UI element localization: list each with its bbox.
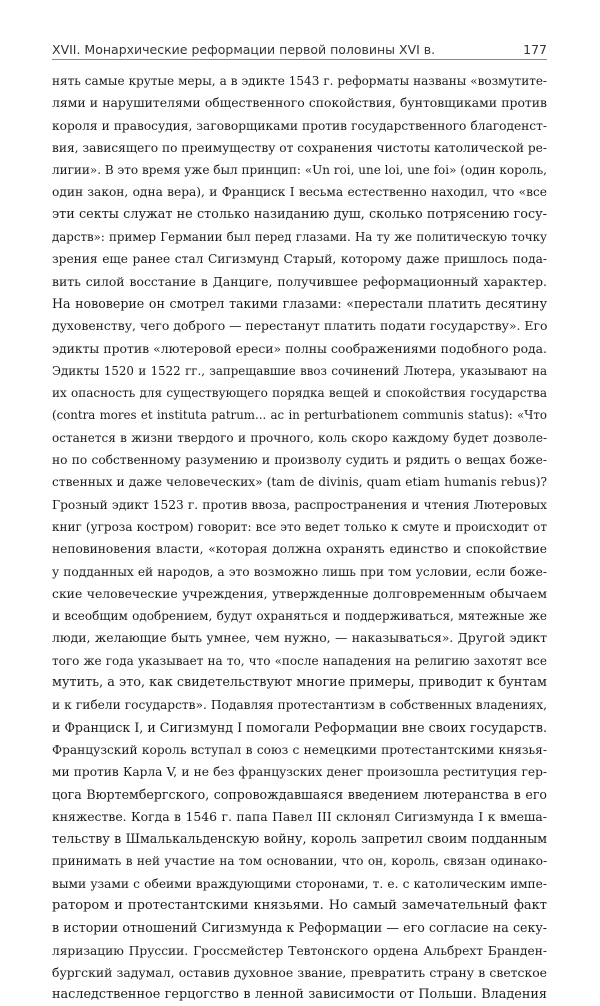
text-line: Эдикты 1520 и 1522 гг., запрещавшие ввоз сочинений Лютера, указывают на bbox=[52, 363, 547, 378]
text-line: (contra mores et instituta patrum... ac in perturbationem communis status): «Что bbox=[52, 408, 547, 423]
text-line: один закон, одна вера), и Франциск I весьма естественно находил, что «все bbox=[52, 185, 547, 200]
text-line: Грозный эдикт 1523 г. против ввоза, распространения и чтения Лютеровых bbox=[52, 497, 547, 512]
chapter-title: XVII. Монархические реформации первой половины XVI в. bbox=[52, 42, 436, 57]
text-line: наследственное герцогство в ленной зависимости от Польши. Владения bbox=[52, 987, 547, 1003]
text-line: и к гибели государств». Подавляя протестантизм в собственных владениях, bbox=[52, 698, 547, 713]
text-line: цога Вюртембергского, сопровождавшаяся введением лютеранства в его bbox=[52, 786, 547, 802]
text-line: Французский король вступал в союз с немецкими протестантскими князья- bbox=[52, 742, 547, 757]
text-line: останется в жизни твердого и прочного, коль скоро каждому будет дозволе- bbox=[52, 430, 547, 445]
text-line: того же года указывает на то, что «после нападения на религию захотят все bbox=[52, 653, 547, 668]
text-line: и всеобщим одобрением, будут охраняться и поддерживаться, мятежные же bbox=[52, 609, 547, 624]
text-line: в истории отношений Сигизмунда к Реформации — его согласие на секу- bbox=[52, 920, 547, 936]
text-line: их опасность для существующего порядка вещей и спокойствия государства bbox=[52, 386, 547, 401]
text-line: у подданных ей народов, а это возможно лишь при том условии, если боже- bbox=[52, 564, 547, 579]
text-line: принимать в ней участие на том основании, что он, король, связан одинако- bbox=[52, 854, 547, 869]
text-line: ратором и протестантскими князьями. Но самый замечательный факт bbox=[52, 897, 547, 913]
text-line: ми против Карла V, и не без французских денег произошла реституция гер- bbox=[52, 765, 547, 780]
text-line: зрения еще ранее стал Сигизмунд Старый, которому даже пришлось пода- bbox=[52, 252, 547, 267]
text-line: бургский задумал, оставив духовное звание, превратить страну в светское bbox=[52, 964, 547, 980]
text-line: люди, желающие быть умнее, чем нужно, — наказываться». Другой эдикт bbox=[52, 630, 547, 646]
text-line: лигии». В это время уже был принцип: «Un roi, une loi, une foi» (один король, bbox=[52, 163, 547, 178]
text-line: выми узами с обеими враждующими сторонами, т. е. с католическим импе- bbox=[52, 876, 547, 891]
text-line: эти секты служат не столько назиданию душ, сколько потрясению госу- bbox=[52, 206, 547, 222]
text-line: вия, зависящего по преимуществу от сохранения чистоты католической ре- bbox=[52, 140, 547, 155]
text-line: эдикты против «лютеровой ереси» полны соображениями подобного рода. bbox=[52, 340, 547, 356]
text-line: княжестве. Когда в 1546 г. папа Павел III склонял Сигизмунда I к вмеша- bbox=[52, 808, 547, 824]
text-line: вить силой восстание в Данциге, получившее реформационный характер. bbox=[52, 273, 547, 289]
page-number: 177 bbox=[523, 42, 547, 57]
text-line: но по собственному разумению и произволу судить и рядить о вещах боже- bbox=[52, 453, 547, 468]
text-line: мутить, а это, как свидетельствуют многие примеры, приводит к бунтам bbox=[52, 675, 547, 691]
text-line: лями и нарушителями общественного спокойствия, бунтовщиками против bbox=[52, 95, 547, 111]
text-line: дарств»: пример Германии был перед глазами. На ту же политическую точку bbox=[52, 230, 547, 245]
text-line: ские человеческие учреждения, утвержденные долговременным обычаем bbox=[52, 585, 547, 601]
text-line: короля и правосудия, заговорщиками против государственного благоденст- bbox=[52, 118, 547, 133]
running-head bbox=[52, 38, 547, 60]
text-line: ственных и даже человеческих» (tam de divinis, quam etiam humanis rebus)? bbox=[52, 475, 547, 490]
header-rule bbox=[52, 59, 547, 60]
text-line: неповиновения власти, «которая должна охранять единство и спокойствие bbox=[52, 542, 547, 557]
text-line: нять самые крутые меры, а в эдикте 1543 г. реформаты названы «возмутите- bbox=[52, 74, 547, 88]
text-line: духовенству, чего доброго — перестанут платить подати государству». Его bbox=[52, 318, 547, 334]
body-text bbox=[52, 70, 547, 1006]
text-line: тельству в Шмалькальденскую войну, король запретил своим подданным bbox=[52, 831, 547, 847]
text-line: и Франциск I, и Сигизмунд I помогали Реформации вне своих государств. bbox=[52, 719, 547, 735]
text-line: ляризацию Пруссии. Гроссмейстер Тевтонского ордена Альбрехт Бранден- bbox=[52, 943, 547, 958]
text-line: книг (угроза костром) говорит: все это ведет только к смуте и происходит от bbox=[52, 519, 547, 534]
text-line: На нововерие он смотрел такими глазами: «перестали платить десятину bbox=[52, 295, 547, 311]
